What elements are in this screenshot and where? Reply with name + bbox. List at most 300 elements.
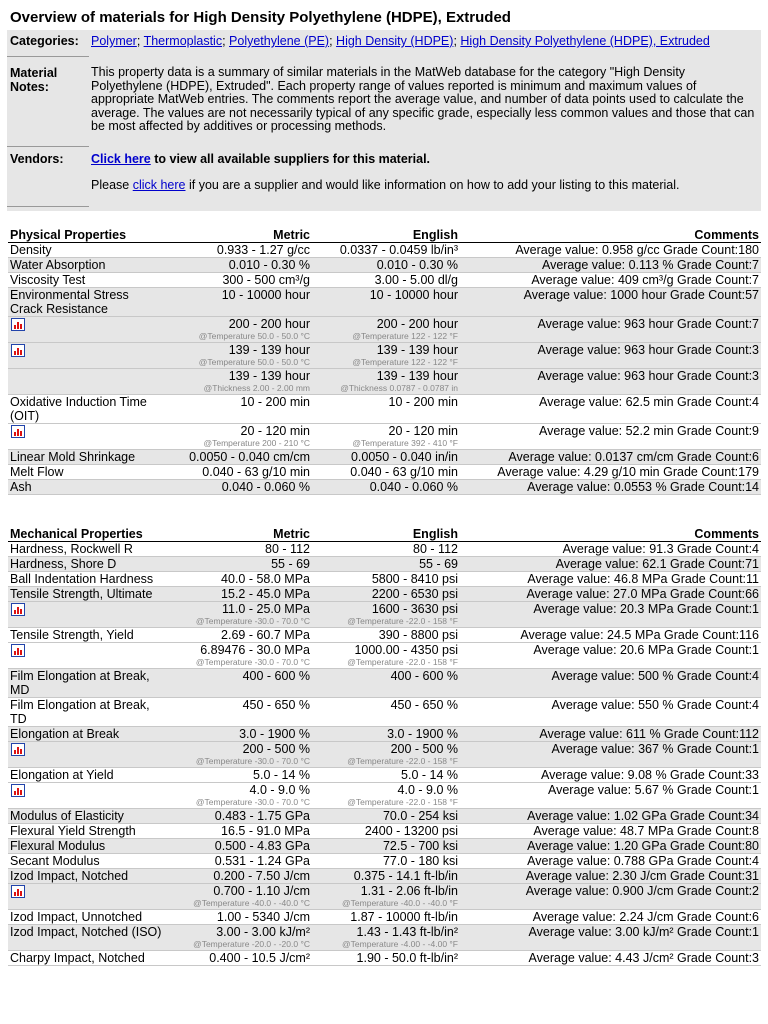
- metric-value-cell: [166, 643, 312, 669]
- metric-value-cell: [166, 884, 312, 910]
- metric-value: 200 - 500 %: [242, 742, 310, 756]
- property-name: Elongation at Break: [10, 727, 120, 741]
- section-header: [8, 226, 761, 243]
- english-value-cell: [312, 243, 460, 258]
- property-name: Melt Flow: [10, 465, 64, 479]
- physical-properties-table: [8, 226, 761, 495]
- metric-value: 0.0050 - 0.040 cm/cm: [189, 450, 310, 464]
- property-name-cell: [8, 317, 166, 343]
- english-value-cell: [312, 369, 460, 395]
- english-value: 2400 - 13200 psi: [364, 824, 458, 838]
- english-value: 72.5 - 700 ksi: [382, 839, 458, 853]
- metric-value-cell: [166, 258, 312, 273]
- divider: [7, 146, 89, 147]
- property-name: Modulus of Elasticity: [10, 809, 124, 823]
- english-value-cell: [312, 288, 460, 317]
- property-name-cell: [8, 884, 166, 910]
- metric-value-cell: [166, 273, 312, 288]
- section-heading: Physical Properties: [8, 226, 166, 243]
- property-name-cell: [8, 854, 166, 869]
- bar-chart-icon[interactable]: [11, 425, 25, 438]
- comment-cell: Average value: 0.900 J/cm Grade Count:2: [460, 884, 761, 910]
- comment-cell: Average value: 9.08 % Grade Count:33: [460, 768, 761, 783]
- category-link-polymer[interactable]: Polymer: [91, 34, 137, 48]
- metric-value: 55 - 69: [271, 557, 310, 571]
- english-value: 139 - 139 hour: [376, 369, 458, 383]
- property-name-cell: [8, 783, 166, 809]
- property-subrow: [8, 783, 761, 809]
- comment-cell: Average value: 1000 hour Grade Count:57: [460, 288, 761, 317]
- property-subrow: [8, 643, 761, 669]
- metric-value: 0.010 - 0.30 %: [228, 258, 310, 272]
- english-value-cell: [312, 884, 460, 910]
- property-name-cell: [8, 273, 166, 288]
- metric-value-cell: [166, 628, 312, 643]
- divider: [7, 206, 89, 207]
- property-subrow: [8, 424, 761, 450]
- metric-value: 0.040 - 63 g/10 min: [202, 465, 310, 479]
- property-row-melt-flow: [8, 465, 761, 480]
- property-name-cell: [8, 925, 166, 951]
- metric-value: 0.500 - 4.83 GPa: [214, 839, 310, 853]
- property-name-cell: [8, 809, 166, 824]
- metric-value: 200 - 200 hour: [228, 317, 310, 331]
- english-value-cell: [312, 557, 460, 572]
- view-suppliers-link[interactable]: Click here: [91, 152, 151, 166]
- property-name: Viscosity Test: [10, 273, 86, 287]
- english-value: 10 - 10000 hour: [369, 288, 458, 302]
- english-value-cell: [312, 925, 460, 951]
- metric-value-cell: [166, 869, 312, 884]
- bar-chart-icon[interactable]: [11, 784, 25, 797]
- category-link-polyethylene[interactable]: Polyethylene (PE): [229, 34, 330, 48]
- property-subrow: [8, 317, 761, 343]
- bar-chart-icon[interactable]: [11, 603, 25, 616]
- metric-value: 400 - 600 %: [242, 669, 310, 683]
- metric-value: 0.400 - 10.5 J/cm²: [209, 951, 310, 965]
- bar-chart-icon[interactable]: [11, 885, 25, 898]
- property-name-cell: [8, 542, 166, 557]
- metric-value: 0.040 - 0.060 %: [221, 480, 310, 494]
- metric-value: 10 - 200 min: [240, 395, 310, 409]
- divider: [7, 56, 89, 57]
- property-name: Tensile Strength, Yield: [10, 628, 134, 642]
- property-name: Water Absorption: [10, 258, 106, 272]
- property-name: Density: [10, 243, 52, 257]
- property-name: Linear Mold Shrinkage: [10, 450, 136, 464]
- property-name: Environmental Stress Crack Resistance: [10, 288, 129, 316]
- metric-value-cell: [166, 465, 312, 480]
- comment-cell: Average value: 500 % Grade Count:4: [460, 669, 761, 698]
- property-name-cell: [8, 288, 166, 317]
- property-name: Tensile Strength, Ultimate: [10, 587, 153, 601]
- property-name: Ball Indentation Hardness: [10, 572, 154, 586]
- english-value-cell: [312, 317, 460, 343]
- comment-cell: Average value: 0.958 g/cc Grade Count:180: [460, 243, 761, 258]
- property-name-cell: [8, 602, 166, 628]
- metric-value-cell: [166, 910, 312, 925]
- property-row-film-elongation-at-break-md: [8, 669, 761, 698]
- property-name: Ash: [10, 480, 32, 494]
- property-name-cell: [8, 465, 166, 480]
- english-value: 5800 - 8410 psi: [371, 572, 458, 586]
- metric-value: 300 - 500 cm³/g: [222, 273, 310, 287]
- english-value: 77.0 - 180 ksi: [382, 854, 458, 868]
- metric-condition: @Temperature 50.0 - 50.0 °C: [198, 331, 310, 341]
- english-column-header: English: [312, 525, 460, 542]
- property-name-cell: [8, 839, 166, 854]
- english-value-cell: [312, 839, 460, 854]
- property-name-cell: [8, 480, 166, 495]
- property-row-modulus-of-elasticity: [8, 809, 761, 824]
- metric-value: 450 - 650 %: [242, 698, 310, 712]
- comment-cell: Average value: 0.0553 % Grade Count:14: [460, 480, 761, 495]
- english-value-cell: [312, 698, 460, 727]
- vendors-label: Vendors:: [10, 152, 64, 166]
- english-value: 1.43 - 1.43 ft-lb/in²: [356, 925, 458, 939]
- property-row-linear-mold-shrinkage: [8, 450, 761, 465]
- english-value-cell: [312, 824, 460, 839]
- comment-cell: Average value: 367 % Grade Count:1: [460, 742, 761, 768]
- metric-value-cell: [166, 450, 312, 465]
- english-value-cell: [312, 628, 460, 643]
- metric-value: 20 - 120 min: [240, 424, 310, 438]
- property-name: Charpy Impact, Notched: [10, 951, 145, 965]
- bar-chart-icon[interactable]: [11, 743, 25, 756]
- property-row-izod-impact-notched: [8, 869, 761, 884]
- property-subrow: [8, 602, 761, 628]
- english-value-cell: [312, 602, 460, 628]
- comment-cell: Average value: 550 % Grade Count:4: [460, 698, 761, 727]
- english-value: 200 - 200 hour: [376, 317, 458, 331]
- metric-value-cell: [166, 727, 312, 742]
- comment-cell: Average value: 46.8 MPa Grade Count:11: [460, 572, 761, 587]
- english-value-cell: [312, 669, 460, 698]
- english-value: 80 - 112: [413, 542, 458, 556]
- metric-value: 4.0 - 9.0 %: [249, 783, 310, 797]
- section-heading: Mechanical Properties: [8, 525, 166, 542]
- comment-cell: Average value: 1.20 GPa Grade Count:80: [460, 839, 761, 854]
- metric-value: 0.700 - 1.10 J/cm: [213, 884, 310, 898]
- english-value-cell: [312, 480, 460, 495]
- property-row-ash: [8, 480, 761, 495]
- metric-value: 3.0 - 1900 %: [239, 727, 310, 741]
- comment-cell: Average value: 52.2 min Grade Count:9: [460, 424, 761, 450]
- english-value: 20 - 120 min: [388, 424, 458, 438]
- property-row-charpy-impact-notched: [8, 951, 761, 966]
- english-column-header: English: [312, 226, 460, 243]
- comment-cell: Average value: 4.29 g/10 min Grade Count:179: [460, 465, 761, 480]
- english-value: 450 - 650 %: [390, 698, 458, 712]
- metric-value: 16.5 - 91.0 MPa: [221, 824, 310, 838]
- property-row-water-absorption: [8, 258, 761, 273]
- metric-value-cell: [166, 669, 312, 698]
- metric-value-cell: [166, 480, 312, 495]
- property-row-flexural-modulus: [8, 839, 761, 854]
- metric-condition: @Temperature -30.0 - 70.0 °C: [195, 616, 310, 626]
- comment-cell: Average value: 0.788 GPa Grade Count:4: [460, 854, 761, 869]
- metric-value-cell: [166, 951, 312, 966]
- metric-condition: @Temperature 50.0 - 50.0 °C: [198, 357, 310, 367]
- english-value-cell: [312, 343, 460, 369]
- property-name-cell: [8, 243, 166, 258]
- metric-condition: @Temperature -30.0 - 70.0 °C: [195, 756, 310, 766]
- comment-cell: Average value: 3.00 kJ/m² Grade Count:1: [460, 925, 761, 951]
- english-value-cell: [312, 768, 460, 783]
- english-value: 1.87 - 10000 ft-lb/in: [350, 910, 458, 924]
- english-value: 400 - 600 %: [390, 669, 458, 683]
- property-row-environmental-stress-crack-resistance: [8, 288, 761, 317]
- english-value: 55 - 69: [419, 557, 458, 571]
- english-condition: @Temperature -22.0 - 158 °F: [347, 657, 458, 667]
- property-row-elongation-at-yield: [8, 768, 761, 783]
- comment-cell: Average value: 963 hour Grade Count:3: [460, 369, 761, 395]
- property-subrow: [8, 369, 761, 395]
- metric-condition: @Temperature 200 - 210 °C: [203, 438, 310, 448]
- metric-value: 10 - 10000 hour: [221, 288, 310, 302]
- metric-value-cell: [166, 572, 312, 587]
- english-value: 3.00 - 5.00 dl/g: [374, 273, 458, 287]
- property-row-tensile-strength-ultimate: [8, 587, 761, 602]
- property-row-flexural-yield-strength: [8, 824, 761, 839]
- metric-value-cell: [166, 768, 312, 783]
- category-link-hdpe[interactable]: High Density (HDPE): [336, 34, 454, 48]
- english-value-cell: [312, 783, 460, 809]
- property-row-secant-modulus: [8, 854, 761, 869]
- metric-value: 0.483 - 1.75 GPa: [214, 809, 310, 823]
- english-value-cell: [312, 465, 460, 480]
- category-link-hdpe-extruded[interactable]: High Density Polyethylene (HDPE), Extruded: [460, 34, 710, 48]
- property-name: Flexural Modulus: [10, 839, 106, 853]
- metric-value-cell: [166, 783, 312, 809]
- english-condition: @Temperature 392 - 410 °F: [352, 438, 458, 448]
- metric-value-cell: [166, 587, 312, 602]
- property-name-cell: [8, 450, 166, 465]
- metric-value-cell: [166, 243, 312, 258]
- comment-cell: Average value: 0.0137 cm/cm Grade Count:6: [460, 450, 761, 465]
- property-name-cell: [8, 395, 166, 424]
- english-condition: @Temperature 122 - 122 °F: [352, 331, 458, 341]
- supplier-listing-link[interactable]: click here: [132, 178, 186, 192]
- page-title: Overview of materials for High Density Polyethylene (HDPE), Extruded: [10, 9, 511, 26]
- english-value-cell: [312, 395, 460, 424]
- property-name-cell: [8, 424, 166, 450]
- property-name-cell: [8, 669, 166, 698]
- english-value-cell: [312, 572, 460, 587]
- category-links: Polymer; Thermoplastic; Polyethylene (PE); High Density (HDPE); High Density Polyethylene (HDPE), Extruded: [91, 34, 710, 48]
- english-value-cell: [312, 951, 460, 966]
- property-row-viscosity-test: [8, 273, 761, 288]
- property-name: Oxidative Induction Time (OIT): [10, 395, 147, 423]
- property-name: Film Elongation at Break, TD: [10, 698, 150, 726]
- metric-value-cell: [166, 557, 312, 572]
- metric-value-cell: [166, 424, 312, 450]
- metric-condition: @Temperature -40.0 - -40.0 °C: [193, 898, 310, 908]
- metric-value: 3.00 - 3.00 kJ/m²: [216, 925, 310, 939]
- comment-cell: Average value: 963 hour Grade Count:7: [460, 317, 761, 343]
- metric-value: 40.0 - 58.0 MPa: [221, 572, 310, 586]
- english-value: 200 - 500 %: [390, 742, 458, 756]
- comment-cell: Average value: 24.5 MPa Grade Count:116: [460, 628, 761, 643]
- comments-column-header: Comments: [460, 226, 761, 243]
- metric-value: 6.89476 - 30.0 MPa: [200, 643, 310, 657]
- english-value: 1600 - 3630 psi: [371, 602, 458, 616]
- english-condition: @Temperature -22.0 - 158 °F: [347, 616, 458, 626]
- metric-column-header: Metric: [166, 226, 312, 243]
- metric-value-cell: [166, 824, 312, 839]
- english-value: 1.31 - 2.06 ft-lb/in: [360, 884, 458, 898]
- comment-cell: Average value: 4.43 J/cm² Grade Count:3: [460, 951, 761, 966]
- comment-cell: Average value: 2.30 J/cm Grade Count:31: [460, 869, 761, 884]
- property-row-film-elongation-at-break-td: [8, 698, 761, 727]
- comment-cell: Average value: 2.24 J/cm Grade Count:6: [460, 910, 761, 925]
- metric-value-cell: [166, 288, 312, 317]
- property-name-cell: [8, 258, 166, 273]
- metric-value-cell: [166, 317, 312, 343]
- material-notes: This property data is a summary of similar materials in the MatWeb database for the category "High Density Polyethylene (HDPE), Extruded". Each property range of values reported is minimum and maximum values of appropriate MatWeb entries. The comments report the average value, and number of data points used to calculate the average. The values are not necessarily typical of any specific grade, especially less common values and those that can be most affected by additives or processing methods.: [91, 65, 755, 133]
- property-row-hardness-shore-d: [8, 557, 761, 572]
- metric-value: 139 - 139 hour: [228, 343, 310, 357]
- english-value: 0.010 - 0.30 %: [376, 258, 458, 272]
- property-subrow: [8, 742, 761, 768]
- english-value: 1000.00 - 4350 psi: [354, 643, 458, 657]
- comment-cell: Average value: 62.1 Grade Count:71: [460, 557, 761, 572]
- english-value-cell: [312, 273, 460, 288]
- metric-column-header: Metric: [166, 525, 312, 542]
- english-value-cell: [312, 727, 460, 742]
- metric-value-cell: [166, 742, 312, 768]
- metric-value: 15.2 - 45.0 MPa: [221, 587, 310, 601]
- metric-value: 0.200 - 7.50 J/cm: [213, 869, 310, 883]
- comment-cell: Average value: 20.3 MPa Grade Count:1: [460, 602, 761, 628]
- metric-value: 1.00 - 5340 J/cm: [216, 910, 310, 924]
- english-value-cell: [312, 258, 460, 273]
- english-value-cell: [312, 742, 460, 768]
- comment-cell: Average value: 611 % Grade Count:112: [460, 727, 761, 742]
- property-row-elongation-at-break: [8, 727, 761, 742]
- metric-value: 5.0 - 14 %: [253, 768, 310, 782]
- property-name-cell: [8, 628, 166, 643]
- mechanical-properties-table: [8, 525, 761, 966]
- english-condition: @Thickness 0.0787 - 0.0787 in: [340, 383, 458, 393]
- comment-cell: Average value: 1.02 GPa Grade Count:34: [460, 809, 761, 824]
- property-row-izod-impact-notched-iso: [8, 925, 761, 951]
- comment-cell: Average value: 0.113 % Grade Count:7: [460, 258, 761, 273]
- english-value-cell: [312, 450, 460, 465]
- comment-cell: Average value: 963 hour Grade Count:3: [460, 343, 761, 369]
- metric-value-cell: [166, 839, 312, 854]
- metric-value-cell: [166, 343, 312, 369]
- material-info-panel: [7, 30, 761, 211]
- property-name-cell: [8, 587, 166, 602]
- english-value: 1.90 - 50.0 ft-lb/in²: [356, 951, 458, 965]
- english-value: 0.040 - 0.060 %: [369, 480, 458, 494]
- notes-label: Material Notes:: [10, 66, 58, 94]
- comment-cell: Average value: 27.0 MPa Grade Count:66: [460, 587, 761, 602]
- vendors-line: Click here to view all available suppliers for this material.: [91, 152, 431, 166]
- bar-chart-icon[interactable]: [11, 344, 25, 357]
- property-name-cell: [8, 557, 166, 572]
- metric-value-cell: [166, 925, 312, 951]
- english-value: 390 - 8800 psi: [378, 628, 458, 642]
- metric-condition: @Temperature -30.0 - 70.0 °C: [195, 797, 310, 807]
- english-value: 3.0 - 1900 %: [387, 727, 458, 741]
- english-condition: @Temperature -22.0 - 158 °F: [347, 756, 458, 766]
- property-subrow: [8, 884, 761, 910]
- property-name: Izod Impact, Unnotched: [10, 910, 143, 924]
- property-name-cell: [8, 572, 166, 587]
- property-name-cell: [8, 742, 166, 768]
- property-name: Elongation at Yield: [10, 768, 114, 782]
- bar-chart-icon[interactable]: [11, 318, 25, 331]
- metric-value-cell: [166, 369, 312, 395]
- metric-value: 0.933 - 1.27 g/cc: [216, 243, 310, 257]
- property-name-cell: [8, 343, 166, 369]
- section-header: [8, 525, 761, 542]
- english-condition: @Temperature -40.0 - -40.0 °F: [342, 898, 458, 908]
- comment-cell: Average value: 91.3 Grade Count:4: [460, 542, 761, 557]
- english-value: 10 - 200 min: [388, 395, 458, 409]
- property-row-oxidative-induction-time-oit: [8, 395, 761, 424]
- metric-value: 11.0 - 25.0 MPa: [221, 602, 310, 616]
- metric-value: 0.531 - 1.24 GPa: [214, 854, 310, 868]
- metric-condition: @Temperature -20.0 - -20.0 °C: [193, 939, 310, 949]
- property-row-hardness-rockwell-r: [8, 542, 761, 557]
- property-name: Secant Modulus: [10, 854, 100, 868]
- metric-value-cell: [166, 602, 312, 628]
- property-row-ball-indentation-hardness: [8, 572, 761, 587]
- metric-value: 80 - 112: [265, 542, 310, 556]
- comment-cell: Average value: 409 cm³/g Grade Count:7: [460, 273, 761, 288]
- property-name: Izod Impact, Notched: [10, 869, 129, 883]
- metric-condition: @Thickness 2.00 - 2.00 mm: [203, 383, 310, 393]
- english-value: 4.0 - 9.0 %: [397, 783, 458, 797]
- english-value: 0.375 - 14.1 ft-lb/in: [353, 869, 458, 883]
- property-row-tensile-strength-yield: [8, 628, 761, 643]
- property-name-cell: [8, 910, 166, 925]
- english-condition: @Temperature -22.0 - 158 °F: [347, 797, 458, 807]
- english-value-cell: [312, 869, 460, 884]
- english-value-cell: [312, 587, 460, 602]
- english-value-cell: [312, 854, 460, 869]
- english-value-cell: [312, 424, 460, 450]
- metric-value-cell: [166, 809, 312, 824]
- property-row-density: [8, 243, 761, 258]
- category-link-thermoplastic[interactable]: Thermoplastic: [143, 34, 223, 48]
- english-value: 139 - 139 hour: [376, 343, 458, 357]
- english-value-cell: [312, 910, 460, 925]
- property-name-cell: [8, 951, 166, 966]
- property-name: Izod Impact, Notched (ISO): [10, 925, 162, 939]
- bar-chart-icon[interactable]: [11, 644, 25, 657]
- property-name: Hardness, Shore D: [10, 557, 117, 571]
- english-value: 0.040 - 63 g/10 min: [350, 465, 458, 479]
- property-name: Film Elongation at Break, MD: [10, 669, 150, 697]
- comment-cell: Average value: 62.5 min Grade Count:4: [460, 395, 761, 424]
- english-value: 70.0 - 254 ksi: [382, 809, 458, 823]
- english-value-cell: [312, 809, 460, 824]
- metric-value-cell: [166, 542, 312, 557]
- english-value: 5.0 - 14 %: [401, 768, 458, 782]
- metric-value-cell: [166, 395, 312, 424]
- comment-cell: Average value: 20.6 MPa Grade Count:1: [460, 643, 761, 669]
- english-value: 0.0337 - 0.0459 lb/in³: [339, 243, 458, 257]
- english-value: 2200 - 6530 psi: [371, 587, 458, 601]
- property-name-cell: [8, 727, 166, 742]
- metric-value: 2.69 - 60.7 MPa: [221, 628, 310, 642]
- english-condition: @Temperature 122 - 122 °F: [352, 357, 458, 367]
- property-name-cell: [8, 768, 166, 783]
